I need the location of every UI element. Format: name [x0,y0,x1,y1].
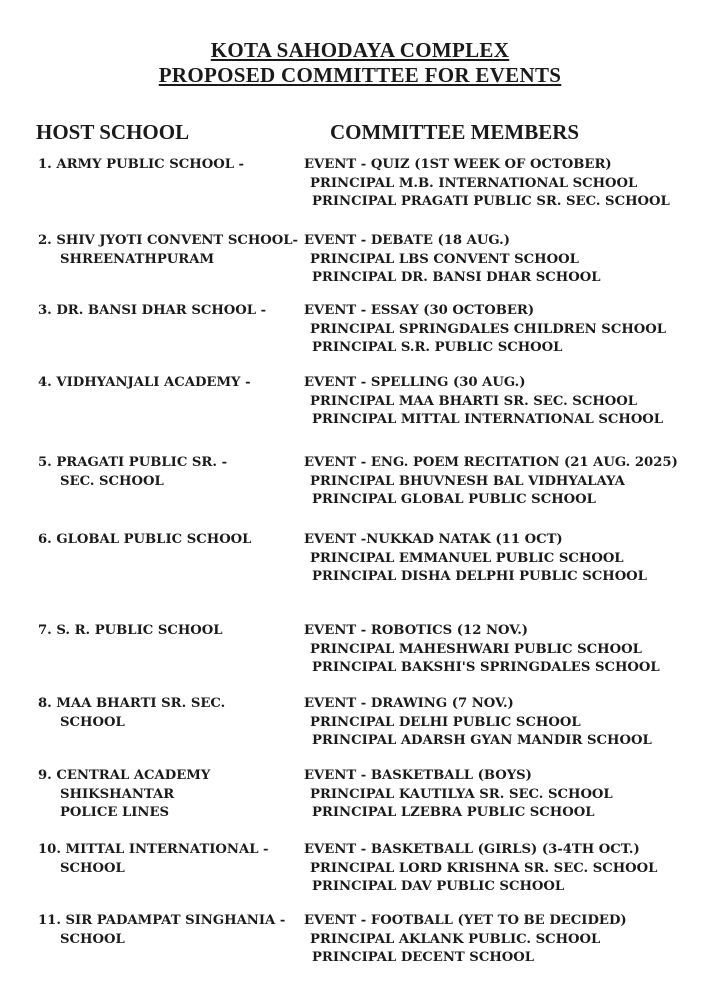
host-school [38,531,251,550]
host-school [38,232,298,269]
host-school [38,156,244,175]
host-school-name: 5. PRAGATI PUBLIC SR. - [38,455,228,470]
member-principal: PRINCIPAL BHUVNESH BAL VIDHYALAYA [310,473,625,489]
committee-members [304,841,657,897]
committee-members [304,302,666,358]
host-school-name-cont: POLICE LINES [60,805,170,820]
event-name: EVENT - ROBOTICS (12 NOV.) [304,623,529,638]
host-school-name: 6. GLOBAL PUBLIC SCHOOL [38,532,252,547]
host-school [38,912,285,949]
host-school-name: 3. DR. BANSI DHAR SCHOOL - [38,303,267,318]
column-header-host-school: HOST SCHOOL [36,120,190,144]
host-school-name: 11. SIR PADAMPAT SINGHANIA - [38,913,286,928]
event-name: EVENT - BASKETBALL (GIRLS) (3-4TH OCT.) [304,842,640,857]
member-principal: PRINCIPAL DR. BANSI DHAR SCHOOL [312,270,601,285]
member-principal: PRINCIPAL MAA BHARTI SR. SEC. SCHOOL [310,393,638,409]
event-name: EVENT - QUIZ (1ST WEEK OF OCTOBER) [304,157,612,172]
host-school [38,841,269,878]
event-name: EVENT - ENG. POEM RECITATION (21 AUG. 2025) [304,455,678,470]
member-principal: PRINCIPAL M.B. INTERNATIONAL SCHOOL [310,175,638,191]
event-name: EVENT -NUKKAD NATAK (11 OCT) [304,532,563,547]
event-name: EVENT - DEBATE (18 AUG.) [304,233,510,248]
member-principal: PRINCIPAL LORD KRISHNA SR. SEC. SCHOOL [310,860,658,876]
committee-members [304,695,652,751]
host-school-name: 9. CENTRAL ACADEMY [38,768,211,783]
member-principal: PRINCIPAL S.R. PUBLIC SCHOOL [312,340,563,355]
host-school [38,695,225,732]
host-school-name-cont: SCHOOL [60,714,125,730]
event-name: EVENT - ESSAY (30 OCTOBER) [304,303,535,318]
document-title: KOTA SAHODAYA COMPLEX [210,38,510,62]
committee-members [304,454,678,510]
document-subtitle: PROPOSED COMMITTEE FOR EVENTS [158,63,562,87]
member-principal: PRINCIPAL GLOBAL PUBLIC SCHOOL [312,492,596,507]
host-school-name: 7. S. R. PUBLIC SCHOOL [38,623,223,638]
host-school-name: 4. VIDHYANJALI ACADEMY - [38,375,251,390]
committee-members [304,156,670,212]
host-school [38,454,227,491]
host-school-name: 10. MITTAL INTERNATIONAL - [38,842,269,857]
member-principal: PRINCIPAL EMMANUEL PUBLIC SCHOOL [310,550,624,566]
host-school-name: 2. SHIV JYOTI CONVENT SCHOOL- [38,233,299,248]
host-school [38,302,266,321]
host-school-name: 1. ARMY PUBLIC SCHOOL - [38,157,245,172]
committee-members [304,374,663,430]
committee-members [304,912,627,968]
host-school [38,767,210,823]
committee-members [304,622,660,678]
committee-members [304,767,613,823]
host-school [38,374,251,393]
host-school-name: 8. MAA BHARTI SR. SEC. [38,696,226,711]
member-principal: PRINCIPAL DECENT SCHOOL [312,950,535,965]
member-principal: PRINCIPAL SPRINGDALES CHILDREN SCHOOL [310,321,667,337]
host-school-name-cont: SEC. SCHOOL [60,473,164,489]
member-principal: PRINCIPAL AKLANK PUBLIC. SCHOOL [310,931,601,947]
host-school-name-cont: SHIKSHANTAR [60,786,175,802]
member-principal: PRINCIPAL MAHESHWARI PUBLIC SCHOOL [310,641,642,657]
event-name: EVENT - FOOTBALL (YET TO BE DECIDED) [304,913,627,928]
member-principal: PRINCIPAL DISHA DELPHI PUBLIC SCHOOL [312,569,647,584]
member-principal: PRINCIPAL PRAGATI PUBLIC SR. SEC. SCHOOL [312,194,670,209]
host-school-name-cont: SHREENATHPURAM [60,251,215,267]
host-school [38,622,223,641]
member-principal: PRINCIPAL LBS CONVENT SCHOOL [310,251,579,267]
event-name: EVENT - DRAWING (7 NOV.) [304,696,514,711]
member-principal: PRINCIPAL ADARSH GYAN MANDIR SCHOOL [312,733,652,748]
member-principal: PRINCIPAL LZEBRA PUBLIC SCHOOL [312,805,595,820]
host-school-name-cont: SCHOOL [60,931,125,947]
column-header-committee-members: COMMITTEE MEMBERS [330,120,580,144]
host-school-name-cont: SCHOOL [60,860,125,876]
event-name: EVENT - SPELLING (30 AUG.) [304,375,526,390]
member-principal: PRINCIPAL BAKSHI'S SPRINGDALES SCHOOL [312,660,660,675]
member-principal: PRINCIPAL MITTAL INTERNATIONAL SCHOOL [312,412,664,427]
event-name: EVENT - BASKETBALL (BOYS) [304,768,532,783]
member-principal: PRINCIPAL KAUTILYA SR. SEC. SCHOOL [310,786,613,802]
member-principal: PRINCIPAL DELHI PUBLIC SCHOOL [310,714,581,730]
committee-members [304,232,601,288]
member-principal: PRINCIPAL DAV PUBLIC SCHOOL [312,879,565,894]
committee-members [304,531,647,587]
